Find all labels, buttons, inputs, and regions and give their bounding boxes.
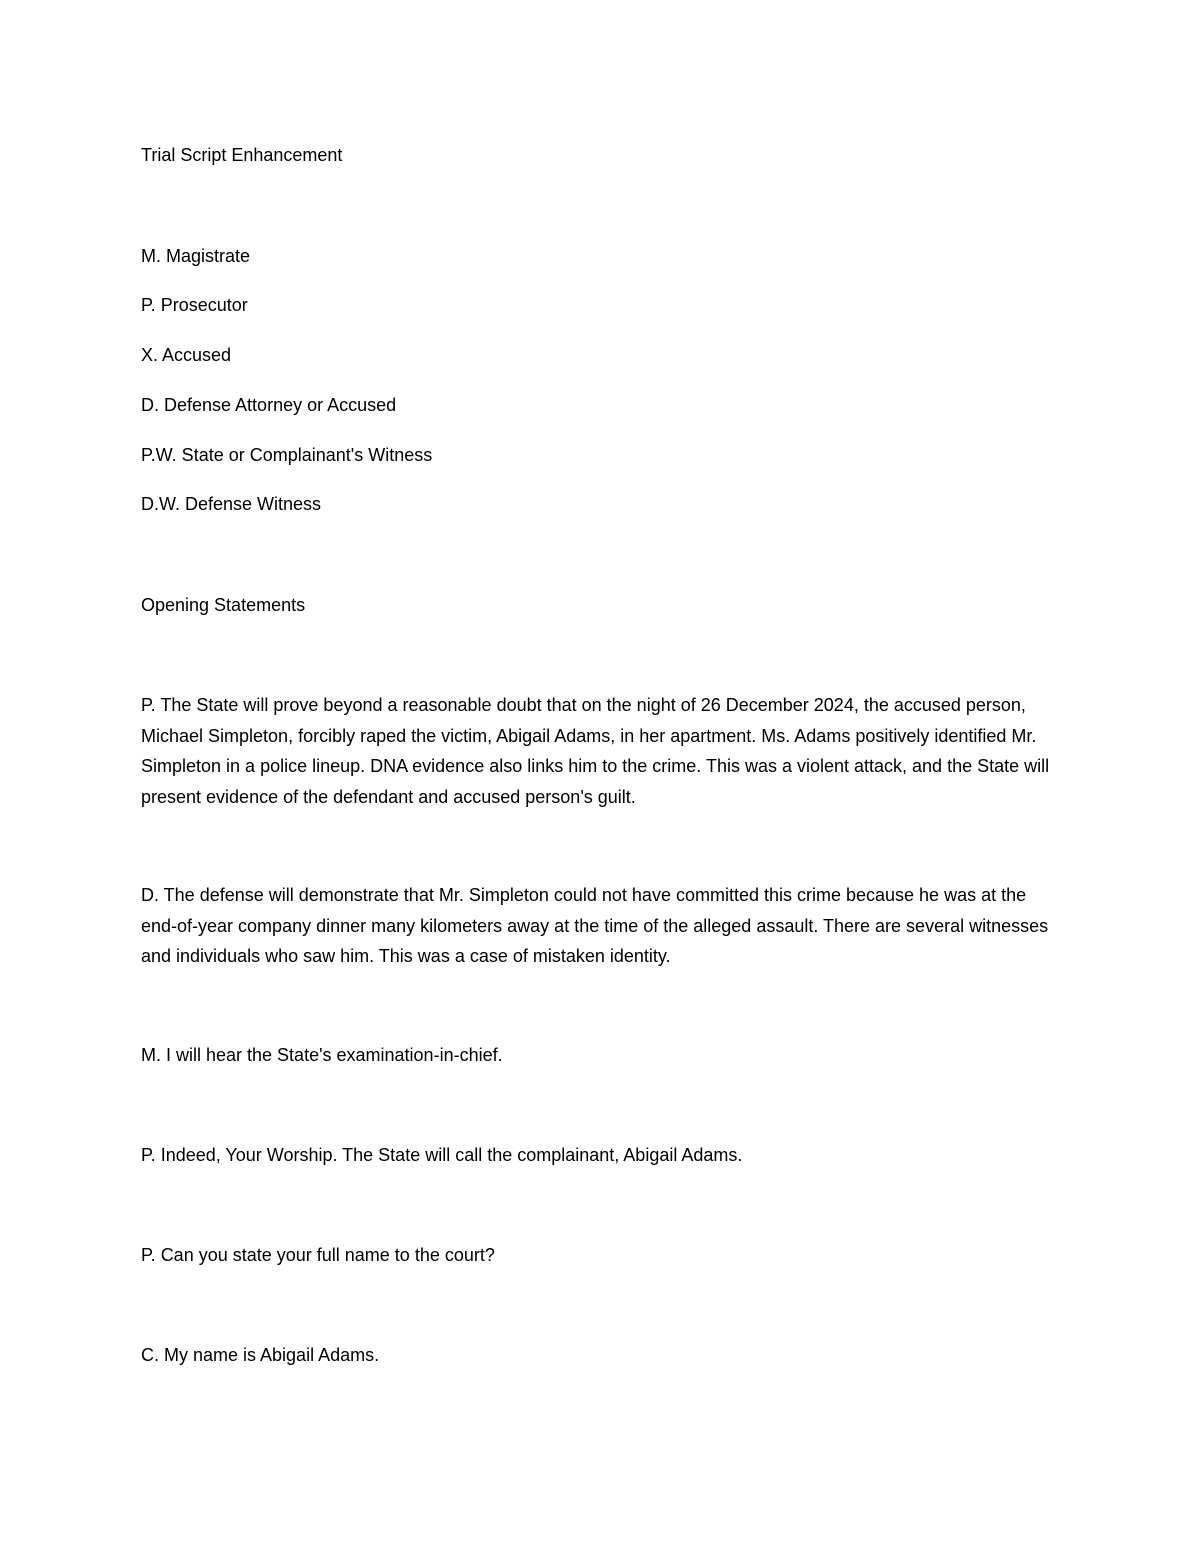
- document-title: Trial Script Enhancement: [141, 145, 343, 165]
- role-prosecutor: P. Prosecutor: [141, 295, 248, 315]
- role-defense: D. Defense Attorney or Accused: [141, 395, 397, 415]
- role-defense-witness: D.W. Defense Witness: [141, 494, 322, 514]
- paragraph-prosecutor-call: P. Indeed, Your Worship. The State will call the complainant, Abigail Adams.: [141, 1145, 743, 1165]
- paragraph-defense-opening: D. The defense will demonstrate that Mr. Simpleton could not have committed this crime because he was at the end-of-year company dinner many kilometers away at the time of the alleged assault. There are several witnesses and individuals who saw him. This was a case of mistaken identity.: [141, 885, 1049, 966]
- paragraph-prosecution-opening: P. The State will prove beyond a reasonable doubt that on the night of 26 December 2024, the accused person, Michael Simpleton, forcibly raped the victim, Abigail Adams, in her apartment. Ms. Adams positively identified Mr. Simpleton in a police lineup. DNA evidence also links him to the crime. This was a violent attack, and the State will present evidence of the defendant and accused person's guilt.: [141, 695, 1050, 807]
- section-heading: Opening Statements: [141, 595, 306, 615]
- paragraph-prosecutor-question: P. Can you state your full name to the court?: [141, 1245, 495, 1265]
- role-state-witness: P.W. State or Complainant's Witness: [141, 445, 433, 465]
- role-magistrate: M. Magistrate: [141, 246, 251, 266]
- paragraph-magistrate: M. I will hear the State's examination-in-chief.: [141, 1045, 503, 1065]
- role-accused: X. Accused: [141, 345, 232, 365]
- paragraph-complainant-answer: C. My name is Abigail Adams.: [141, 1345, 380, 1365]
